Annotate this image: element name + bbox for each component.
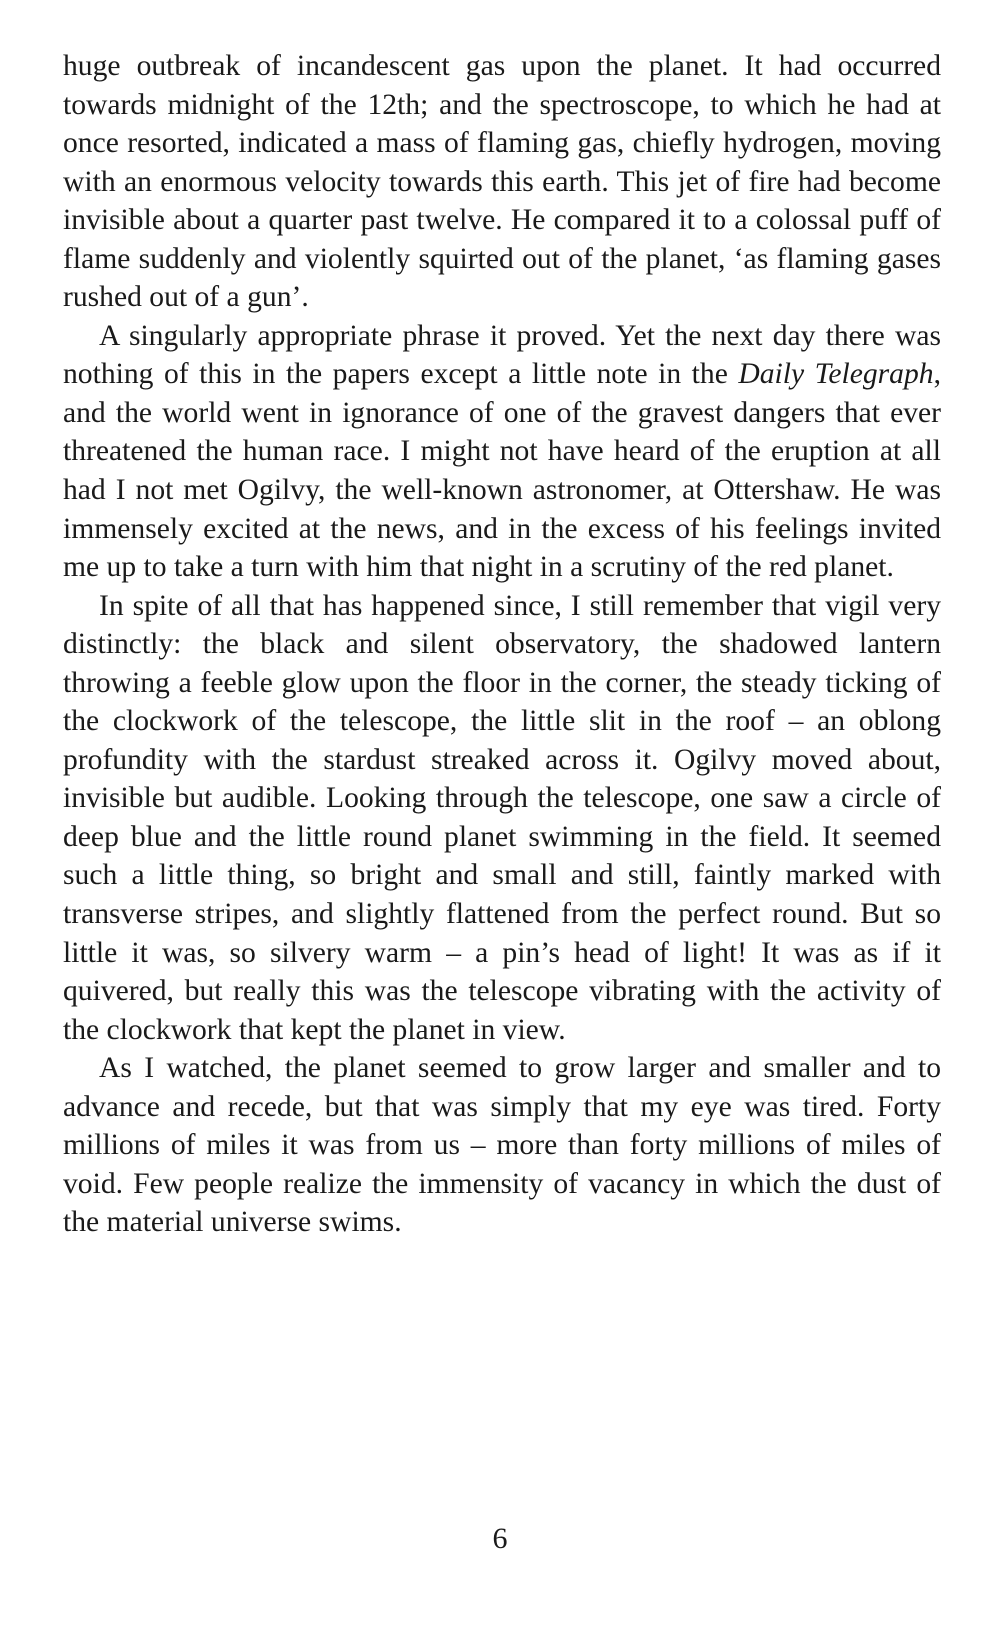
body-text xyxy=(63,47,941,1242)
paragraph-2 xyxy=(63,317,941,587)
paragraph-1 xyxy=(63,47,941,317)
paragraph-3 xyxy=(63,587,941,1050)
paragraph-2-text-a: A singularly appropriate phrase it proved. Yet the next day there was nothing of this in the papers except a little note in the xyxy=(63,319,941,391)
page-number: 6 xyxy=(492,1522,508,1555)
newspaper-title: Daily Telegraph xyxy=(738,358,934,391)
paragraph-4 xyxy=(63,1049,941,1242)
paragraph-4-text: As I watched, the planet seemed to grow larger and smaller and to advance and recede, but that was simply that my eye was tired. Forty millions of miles it was from us – more than forty millions of miles of void. Few people realize the immensity of vacancy in which the dust of the material universe swims. xyxy=(63,1052,941,1239)
paragraph-2-text-b: , and the world went in ignorance of one of the gravest dangers that ever threatened the human race. I might not have heard of the eruption at all had I not met Ogilvy, the well-known astronomer, at Ottershaw. He was immensely excited at the news, and in the excess of his feelings invited me up to take a turn with him that night in a scrutiny of the red planet. xyxy=(63,358,941,584)
paragraph-3-text: In spite of all that has happened since, I still remember that vigil very distinctly: the black and silent observatory, the shadowed lantern throwing a feeble glow upon the floor in the corner, the steady ticking of the clockwork of the telescope, the little slit in the roof – an oblong profundity with the stardust streaked across it. Ogilvy moved about, invisible but audible. Looking through the telescope, one saw a circle of deep blue and the little round planet swimming in the field. It seemed such a little thing, so bright and small and still, faintly marked with transverse stripes, and slightly flattened from the perfect round. But so little it was, so silvery warm – a pin’s head of light! It was as if it quivered, but really this was the telescope vibrating with the activity of the clockwork that kept the planet in view. xyxy=(63,589,941,1046)
paragraph-1-text: huge outbreak of incandescent gas upon the planet. It had occurred towards midnight of the 12th; and the spectroscope, to which he had at once resorted, indicated a mass of flaming gas, chiefly hydrogen, moving with an enormous velocity towards this earth. This jet of fire had become invisible about a quarter past twelve. He compared it to a colossal puff of flame suddenly and violently squirted out of the planet, ‘as flaming gases rushed out of a gun’. xyxy=(63,50,941,314)
